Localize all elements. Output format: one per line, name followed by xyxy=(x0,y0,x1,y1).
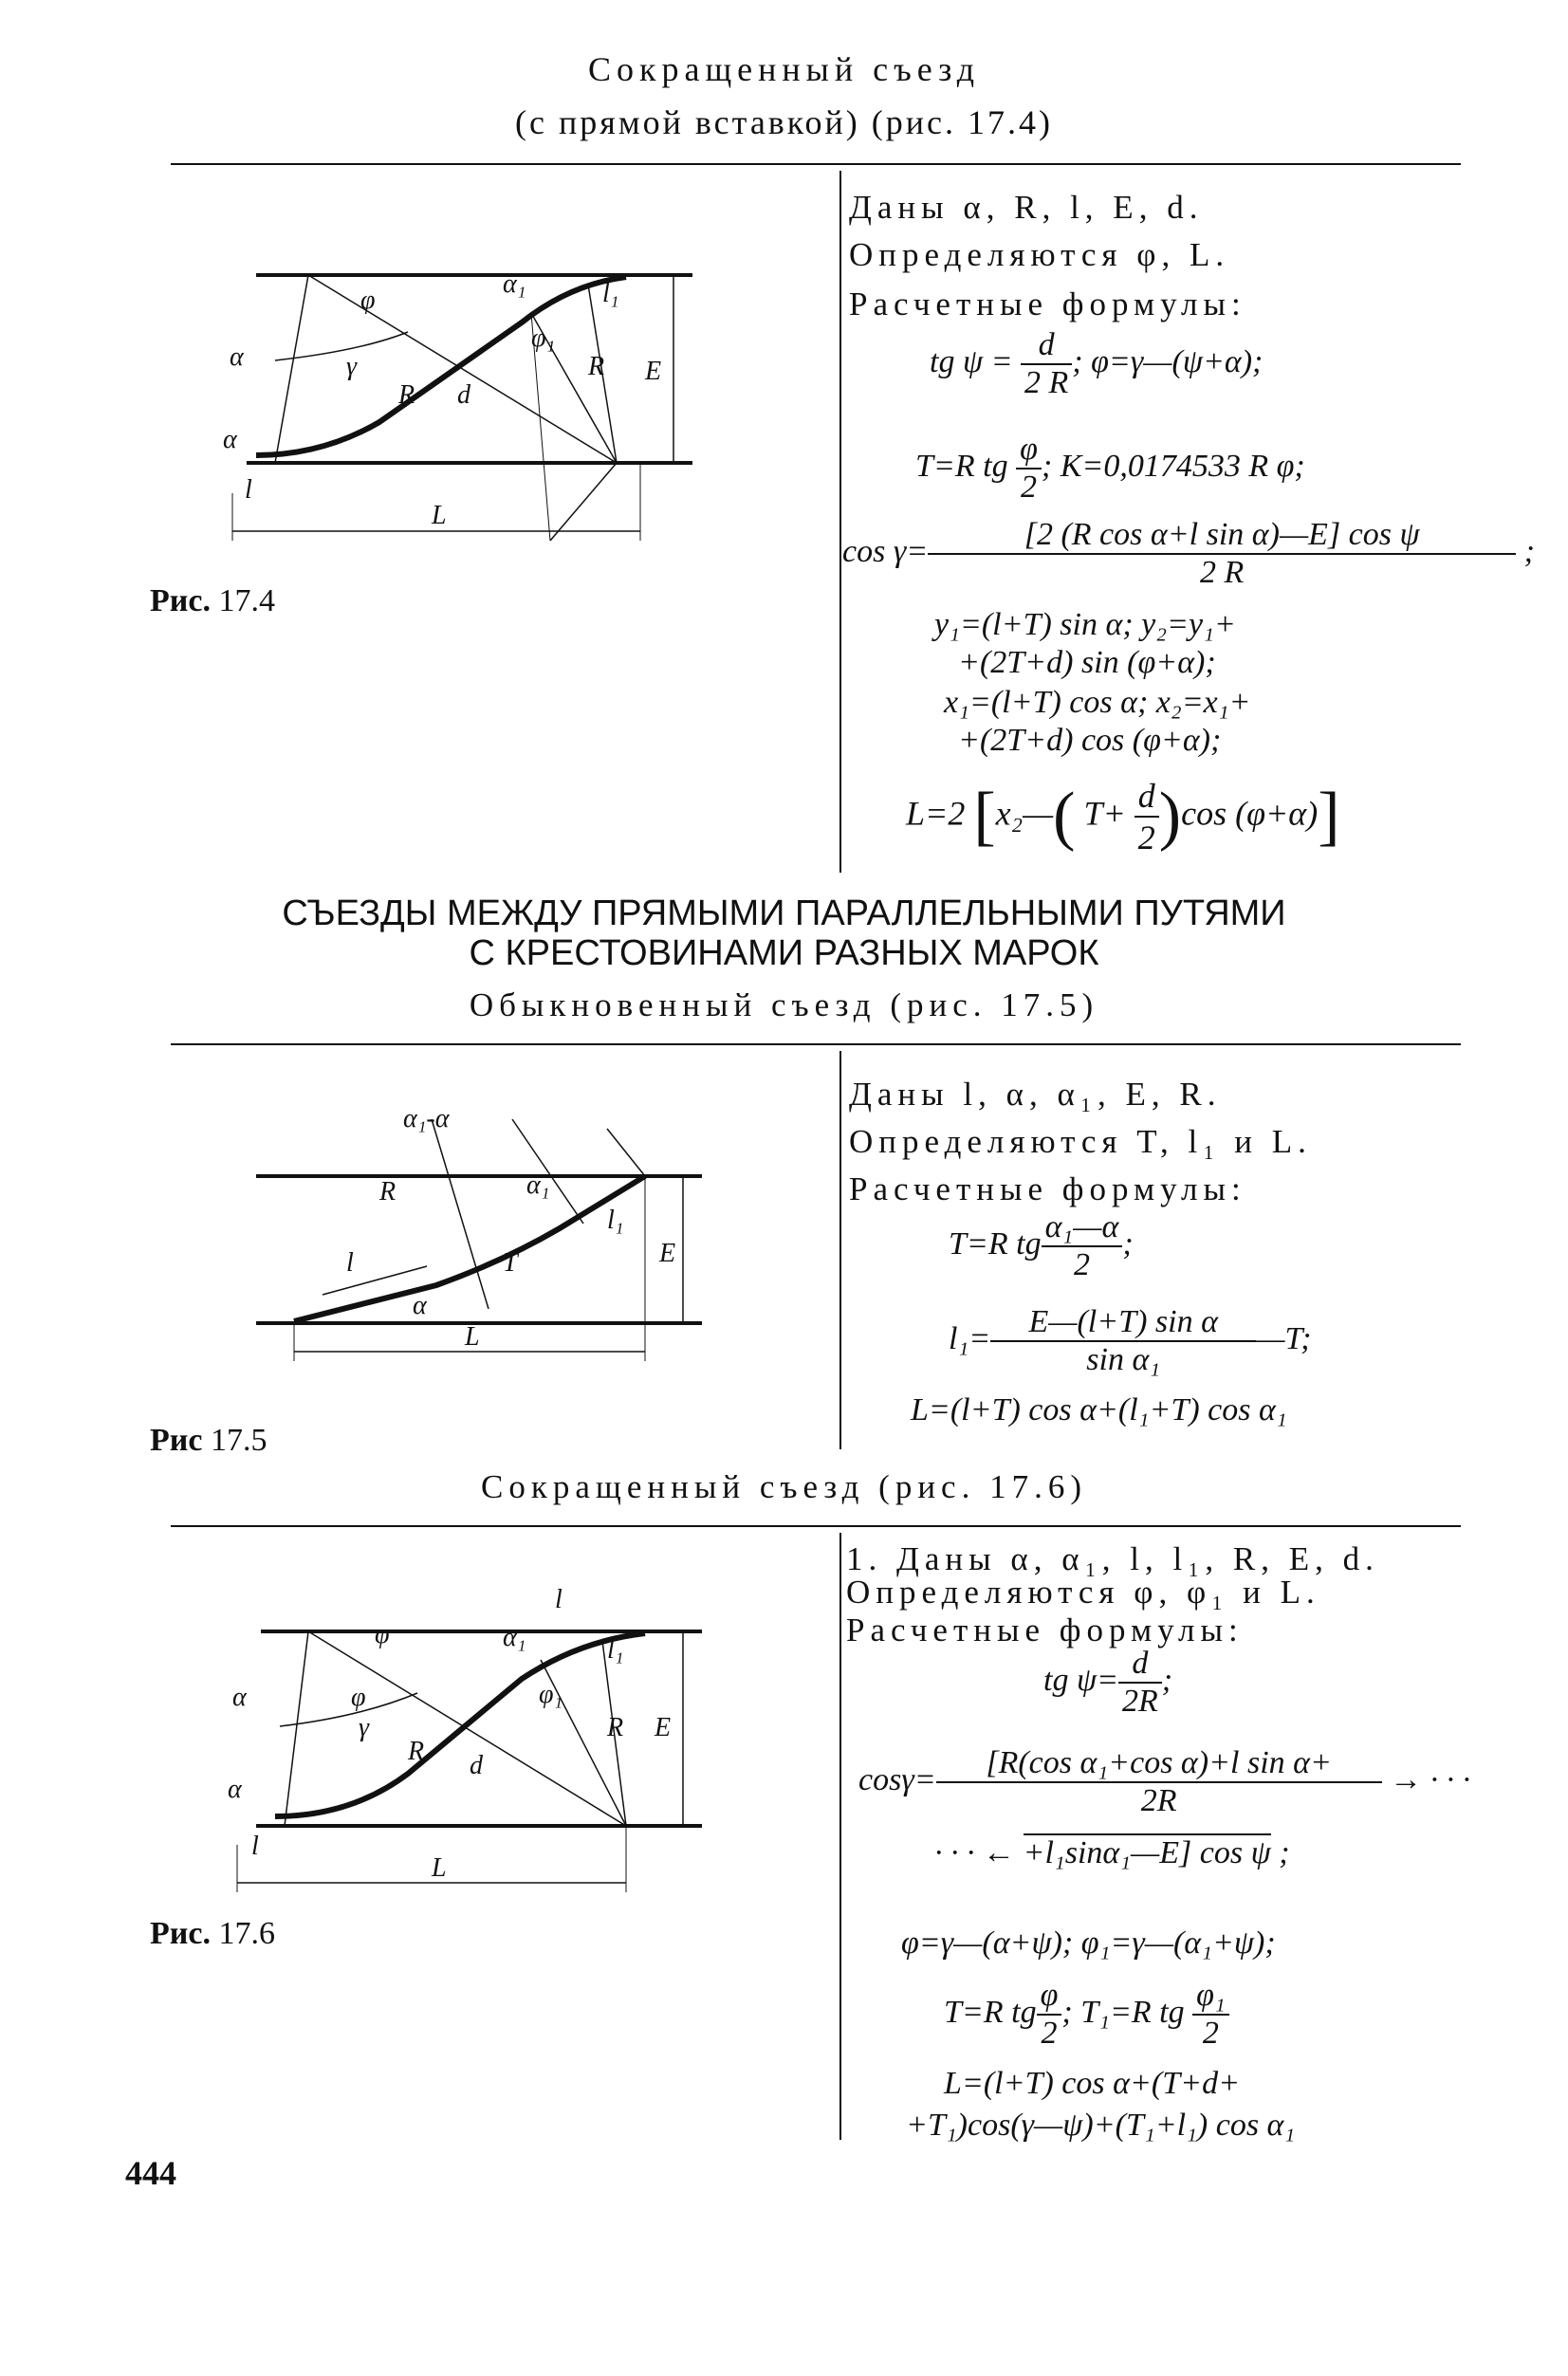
fig2-label-alpha1: α₁ xyxy=(526,1170,550,1200)
formula-numerator: d xyxy=(1021,327,1072,365)
formula-t-k xyxy=(915,432,1305,506)
formula-tg-psi xyxy=(930,327,1263,401)
column-divider xyxy=(839,1533,841,2140)
formula-tg-psi xyxy=(1043,1646,1172,1720)
formula-term: cos (φ+α) xyxy=(1181,794,1319,833)
fig3-label-d: d xyxy=(470,1751,483,1780)
fig2-label-alpha1-minus-alpha: α₁-α xyxy=(403,1104,450,1133)
fig3-label-gamma: γ xyxy=(359,1713,370,1742)
fig3-label-alpha1: α₁ xyxy=(503,1623,526,1652)
formula-cos-gamma-cont xyxy=(934,1835,1290,1871)
section-divider xyxy=(171,163,1461,165)
caption-label: Рис. xyxy=(150,1916,211,1951)
caption-label: Рис xyxy=(150,1423,203,1458)
fig2-label-l: l xyxy=(346,1248,354,1278)
figure-17-4-caption xyxy=(150,583,275,619)
fig3-label-e: E xyxy=(655,1713,672,1742)
formula-lhs: cosγ= xyxy=(858,1761,936,1797)
given-line: Даны l, α, α₁, E, R. xyxy=(849,1076,1222,1113)
formula-lhs: l₁= xyxy=(949,1320,991,1356)
column-divider xyxy=(839,1051,841,1449)
formula-end: ; xyxy=(1122,1225,1134,1262)
formula-denominator: 2 xyxy=(1073,1247,1090,1282)
formula-numerator: α₁—α xyxy=(1042,1209,1123,1247)
formula-l-total: L=2 [x₂—( T+ $\frac{d}{2}$ )cos (φ+α)] xyxy=(906,777,1340,856)
fig1-label-r: R xyxy=(398,380,415,410)
fig3-label-r2: R xyxy=(607,1713,624,1742)
fig3-label-phi: φ xyxy=(375,1620,390,1649)
main-heading-line1: СЪЕЗДЫ МЕЖДУ ПРЯМЫМИ ПАРАЛЛЕЛЬНЫМИ ПУТЯМИ xyxy=(282,893,1286,933)
figure-17-5-diagram xyxy=(218,1091,749,1385)
fig1-label-phi: φ xyxy=(360,285,376,315)
figure-17-5-caption xyxy=(150,1423,267,1459)
formula-x-cont: +(2T+d) cos (φ+α); xyxy=(958,723,1222,758)
formulas-label: Расчетные формулы: xyxy=(846,1612,1244,1648)
formula-denominator: 2R xyxy=(1140,1783,1177,1818)
fig3-label-phi-inner: φ xyxy=(351,1683,366,1712)
formula-lhs: T=R tg xyxy=(944,1994,1037,2030)
formula-t-t1 xyxy=(944,1978,1229,2052)
fig2-label-big-l: L xyxy=(465,1322,480,1352)
fig3-label-l1: l₁ xyxy=(607,1635,624,1665)
fig1-label-gamma: γ xyxy=(346,352,358,381)
fig1-label-alpha1: α₁ xyxy=(503,269,526,299)
section-title-shortened-crossover: Сокращенный съезд xyxy=(587,50,981,88)
formula-term: ; T₁=R tg xyxy=(1061,1994,1185,2030)
column-divider xyxy=(839,171,841,873)
formula-denominator: 2 xyxy=(1202,2016,1219,2051)
section-title-ordinary-crossover: Обыкновенный съезд (рис. 17.5) xyxy=(469,986,1099,1023)
fig1-label-alpha-top: α xyxy=(230,342,244,372)
fig2-label-alpha: α xyxy=(413,1291,427,1320)
formula-numerator: d xyxy=(1118,1646,1162,1684)
determined-line: Определяются T, l₁ и L. xyxy=(849,1123,1312,1160)
formula-lhs: T=R tg xyxy=(949,1225,1042,1262)
fig3-label-big-l: L xyxy=(432,1853,447,1883)
caption-number: 17.4 xyxy=(218,583,275,618)
formula-denominator: sin α₁ xyxy=(1086,1342,1161,1377)
given-line: 1. Даны α, α₁, l, l₁, R, E, d. xyxy=(846,1540,1379,1577)
formula-denominator: 2 xyxy=(1137,819,1155,856)
formula-numerator: E—(l+T) sin α xyxy=(990,1304,1256,1342)
formula-denominator: 2 R xyxy=(1024,365,1069,400)
given-line: Даны α, R, l, E, d. xyxy=(849,189,1204,226)
formula-end: ; xyxy=(1523,533,1535,569)
section-divider xyxy=(171,1525,1461,1527)
formula-denominator: 2 xyxy=(1020,470,1037,505)
formula-denominator: 2 R xyxy=(1200,555,1245,590)
formula-denominator: 2 xyxy=(1041,2016,1058,2051)
formula-y-cont: +(2T+d) sin (φ+α); xyxy=(958,645,1216,680)
page-number: 444 xyxy=(125,2154,176,2192)
caption-number: 17.5 xyxy=(210,1423,267,1458)
caption-label: Рис. xyxy=(150,583,211,618)
formula-t xyxy=(949,1209,1134,1283)
caption-number: 17.6 xyxy=(218,1916,275,1951)
fig2-label-t: T xyxy=(503,1248,518,1278)
fig2-label-l1: l₁ xyxy=(607,1206,624,1235)
formulas-label: Расчетные формулы: xyxy=(849,1170,1246,1207)
fig3-label-alpha-top: α xyxy=(232,1683,247,1712)
formula-l-total: L=(l+T) cos α+(T+d+ xyxy=(944,2066,1241,2101)
formula-end: ; xyxy=(1161,1662,1173,1698)
formula-numerator: φ xyxy=(1037,1978,1062,2016)
fig2-label-e: E xyxy=(659,1239,676,1268)
determined-line: Определяются φ, L. xyxy=(849,236,1230,273)
main-heading-line2: С КРЕСТОВИНАМИ РАЗНЫХ МАРОК xyxy=(469,933,1099,973)
section-title-shortened-crossover-2: Сокращенный съезд (рис. 17.6) xyxy=(481,1468,1087,1505)
formula-rest: —T; xyxy=(1256,1320,1312,1356)
fig1-label-e: E xyxy=(645,357,662,386)
formula-x1-x2: x₁=(l+T) cos α; x₂=x₁+ xyxy=(944,685,1251,720)
formula-numerator: [2 (R cos α+l sin α)—E] cos ψ xyxy=(928,517,1516,555)
formula-lhs: tg ψ= xyxy=(1043,1662,1119,1698)
formula-end: ; xyxy=(1279,1835,1290,1870)
fig3-label-r: R xyxy=(408,1737,425,1766)
formula-lhs: T=R tg xyxy=(915,448,1008,484)
fig1-label-phi1: φ₁ xyxy=(531,323,556,353)
formula-lhs: tg ψ = xyxy=(930,343,1013,379)
fig1-label-d: d xyxy=(457,380,470,410)
formula-denominator: 2R xyxy=(1122,1684,1158,1719)
formulas-label: Расчетные формулы: xyxy=(849,285,1246,322)
formula-numerator: d xyxy=(1134,776,1159,818)
formula-numerator: φ xyxy=(1016,432,1042,470)
fig3-label-phi1: φ₁ xyxy=(539,1680,563,1709)
fig1-label-l: l xyxy=(245,475,252,505)
figure-17-4-diagram xyxy=(218,218,749,598)
fig3-label-l-top: l xyxy=(555,1585,563,1614)
formula-rest: ; K=0,0174533 R φ; xyxy=(1041,448,1305,484)
fig2-label-r: R xyxy=(379,1177,397,1206)
formula-continuation-lead: · · · ← xyxy=(934,1835,1015,1870)
formula-rest: ; φ=γ—(ψ+α); xyxy=(1072,343,1264,379)
formula-lhs: cos γ= xyxy=(842,533,929,569)
formula-numerator: [R(cos α₁+cos α)+l sin α+ xyxy=(936,1745,1382,1783)
formula-phi: φ=γ—(α+ψ); φ₁=γ—(α₁+ψ); xyxy=(901,1925,1276,1961)
formula-continuation-arrow: → · · · xyxy=(1390,1761,1471,1797)
formula-l-total: L=(l+T) cos α+(l₁+T) cos α₁ xyxy=(911,1392,1287,1427)
fig1-label-r2: R xyxy=(588,352,605,381)
fig3-label-alpha-bottom: α xyxy=(228,1775,242,1804)
formula-l-total-cont: +T₁)cos(γ—ψ)+(T₁+l₁) cos α₁ xyxy=(906,2108,1296,2143)
formula-term: x₂— xyxy=(995,794,1054,833)
fig1-label-l1: l₁ xyxy=(602,279,619,308)
formula-term: T+ xyxy=(1083,794,1126,833)
section-subtitle: (с прямой вставкой) (рис. 17.4) xyxy=(515,103,1053,141)
figure-17-6-caption xyxy=(150,1916,275,1952)
fig3-label-l: l xyxy=(251,1832,259,1861)
formula-cos-gamma xyxy=(842,517,1535,591)
formula-numerator: φ₁ xyxy=(1192,1978,1229,2016)
formula-lhs: L=2 xyxy=(906,794,966,833)
formula-cos-gamma xyxy=(858,1745,1470,1819)
formula-l1 xyxy=(949,1304,1311,1378)
formula-numerator-cont: +l₁sinα₁—E] cos ψ xyxy=(1023,1835,1271,1870)
fig1-label-big-l: L xyxy=(432,501,447,530)
fig1-label-alpha-bottom: α xyxy=(223,425,237,454)
formula-y1-y2: y₁=(l+T) sin α; y₂=y₁+ xyxy=(934,607,1236,642)
determined-line: Определяются φ, φ₁ и L. xyxy=(846,1574,1320,1611)
section-divider xyxy=(171,1043,1461,1045)
figure-17-6-diagram xyxy=(218,1584,749,1925)
